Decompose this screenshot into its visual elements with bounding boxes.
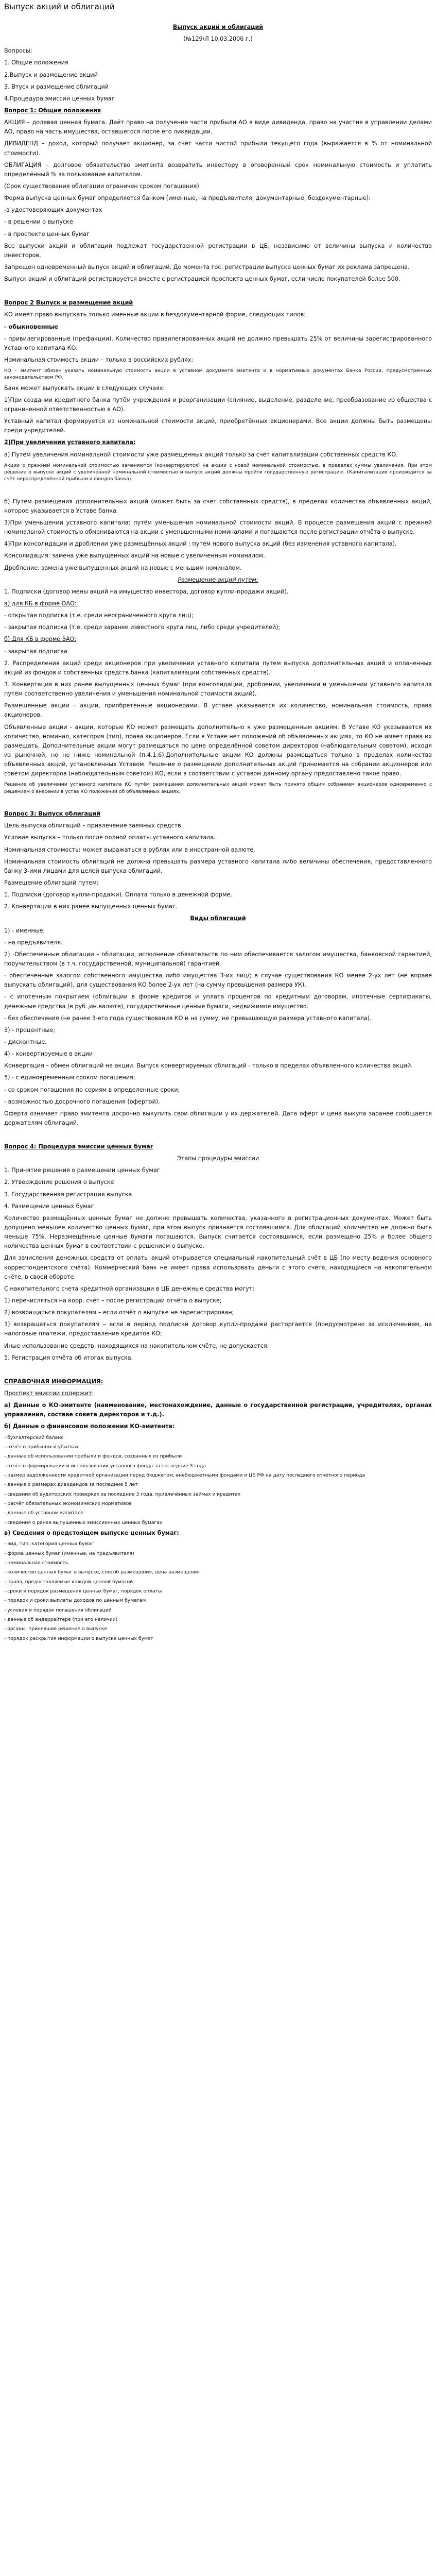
paragraph: - на предъявителя. — [4, 939, 63, 946]
paragraph: - количество ценных бумаг в выпуске, способ размещения, цена размещения — [4, 1569, 200, 1575]
paragraph: - с ипотечным покрытием (облигации в форме кредитов и уплата процентов по кредитным договорам, ипотечные сертификаты, денежные средства (в руб.,ин.валюте), государственные ценные бумаги, недвижимое имущество. — [4, 993, 432, 1010]
question-item: 1. Общие положения — [4, 59, 68, 66]
paragraph: 1) перечисляться на корр. счёт – после регистрации отчёта о выпуске; — [4, 1297, 222, 1304]
paragraph: - отчёт о прибылях и убытках — [4, 1444, 79, 1450]
paragraph: Конвертация – обмен облигаций на акции. Выпуск конвертируемых облигаций - только в пределах объявленного количества акций. — [4, 1062, 413, 1070]
paragraph: - обеспеченные залогом собственного имущества либо имущества 3-их лиц/; в случае существования КО менее 2-ух лет (не вправе выпускать облигаций), для существования КО более 2-ух лет (на сумму превышения размера УК). — [4, 972, 432, 989]
document-meta: (№129\Л 10.03.2006 г.) — [183, 36, 253, 43]
paragraph: - данные об использовании прибыли и фондов, созданных из прибыли — [4, 1453, 182, 1460]
paragraph: Проспект эмиссии содержит: — [4, 1390, 94, 1397]
paragraph: - данные об андеррайтере (при его наличии) — [4, 1616, 118, 1622]
spacer — [4, 485, 432, 495]
questions-label: Вопросы: — [4, 47, 32, 55]
paragraph: 3)При уменьшении уставного капитала: путём уменьшения номинальной стоимости акций. В процессе размещения акций с прежней номинальной стоимостью обмениваются на акции с уменьшенными номиналами и погашаются после регистрации отчёта о выпуске. — [4, 519, 432, 536]
spacer — [4, 286, 432, 296]
paragraph: 5. Регистрация отчёта об итогах выпуска. — [4, 1354, 133, 1361]
paragraph: 1. Принятие решения о размещении ценных бумаг — [4, 1167, 160, 1174]
paragraph: 1)При создании кредитного банка путём учреждения и реорганизации (слияние, выделение, разделение, преобразование из общества с ограниченной ответственностью в АО). — [4, 396, 432, 413]
paragraph: Уставный капитал формируется из номинальной стоимости акций, приобретённых акционерами. Все акции должны быть размещены среди учредителей. — [4, 418, 432, 434]
spacer — [4, 1365, 432, 1375]
paragraph: - порядок и сроки выплаты доходов по ценным бумагам — [4, 1598, 146, 1604]
paragraph: Иные использование средств, находящихся на накопительном счёте, не допускается. — [4, 1342, 269, 1349]
paragraph: 3) - процентные; — [4, 1026, 56, 1033]
paragraph: Запрещен одновременный выпуск акций и облигаций. До момента гос. регистрации выпуска ценных бумаг их реклама запрещена. — [4, 263, 410, 270]
paragraph: Акции с прежней номинальной стоимостью заменяются (конвертируются) на акции с новой номинальной стоимостью, в пределах суммы увеличения. При этом решение о выпуске акций с увеличенной номинальной стоимостью и выпуск акций должны пройти государственную регистрацию. (Капитализация производится за счёт нераспределённой прибыли и фондов банка). — [4, 462, 432, 482]
paragraph: Условие выпуска – только после полной оплаты уставного капитала. — [4, 834, 216, 841]
paragraph: - размер задолженности кредитной организации перед бюджетом, внебюджетными фондами и ЦБ РФ на дату последнего отчётного периода — [4, 1472, 365, 1478]
paragraph: СПРАВОЧНАЯ ИНФОРМАЦИЯ: — [4, 1378, 103, 1385]
paragraph: 1. Подписки (договор мены акций на имущество инвестора, договор купли-продажи акций). — [4, 588, 289, 595]
paragraph: (Срок существования облигации ограничен сроком погашения) — [4, 182, 199, 190]
paragraph: - в проспекте ценных бумаг — [4, 230, 90, 238]
paragraph: - закрытая подписка — [4, 648, 67, 655]
paragraph: - порядок раскрытия информации о выпуске ценных бумаг — [4, 1635, 153, 1641]
paragraph: - номинальная стоимость — [4, 1560, 68, 1566]
paragraph: - права, предоставляемые каждой ценной бумагой — [4, 1579, 133, 1585]
paragraph: -в удостоверяющих документах — [4, 207, 102, 214]
paragraph: 2. Распределения акций среди акционеров при увеличении уставного капитала путем выпуска дополнительных акций и оплаченных акций из фондов и собственных средств банка (капитализации собственных средств). — [4, 659, 432, 676]
paragraph: 2. Утверждение решения о выпуске — [4, 1179, 114, 1186]
paragraph: - без обеспечения (не ранее 3-его года существования КО и на сумму, не превышающую размера уставного капитала). — [4, 1014, 372, 1022]
paragraph: 3) возвращаться покупателям – если в период подписки договор купли-продажи расторгается (предусмотрено за исключением, на налоговые платежи, предоставление кредитов КО; — [4, 1321, 432, 1337]
paragraph: Количество размещённых ценных бумаг не должно превышать количества, указанного в регистрационных документах. Может быть допущено меньшее количество ценных бумаг, при этом выпуск признается состоявшимся. Для облигаций количество не должно быть меньше 75%. Неразмещённые ценные бумаги погашаются. Выпуск считается состоявшимся, если размещено 25% и более общего количества ценных бумаг в соответствии с решением о выпуске. — [4, 1214, 432, 1250]
paragraph: - данные о размерах дивидендов за последние 5 лет — [4, 1482, 138, 1488]
paragraph: Форма выпуска ценных бумаг определяется банком (именные, на предъявителя, документарные, бездокументарные): — [4, 195, 371, 202]
paragraph: - со сроком погашения по сериям в определенные сроки; — [4, 1086, 180, 1093]
paragraph: Дробление: замена уже выпущенных акций на новые с меньшим номиналом. — [4, 564, 242, 571]
paragraph: Цель выпуска облигаций – привлечение заемных средств. — [4, 822, 183, 829]
paragraph: Выпуск акций и облигаций регистрируется вместе с регистрацией проспекта ценных бумаг, если число покупателей более 500. — [4, 276, 400, 283]
paragraph: Вопрос 1: Общие положения — [4, 107, 101, 114]
paragraph: а) для КБ в форме ОАО: — [4, 600, 77, 607]
paragraph: Номинальная стоимость облигаций не должна превышать размера уставного капитала либо величины обеспечения, предоставленного банку 3-ими лицами для целей выпуска облигаций. — [4, 858, 432, 874]
paragraph: Вопрос 2 Выпуск и размещение акций — [4, 299, 133, 307]
paragraph: ОБЛИГАЦИЯ – долговое обязательство эмитента возвратить инвестору в оговоренный срок номинальную стоимость и уплатить определённый % за пользование капиталом. — [4, 161, 432, 178]
paragraph: - отчёт о формировании и использовании уставного фонда за последние 3 года — [4, 1463, 206, 1469]
paragraph: 1. Подписки (договор купли-продажи). Оплата только в денежной форме. — [4, 891, 232, 899]
spacer — [4, 1130, 432, 1140]
paragraph: - закрытая подписка (т.е. среди заранее известного круга лиц, либо среди учредителей); — [4, 624, 281, 631]
question-item: 3. Втуск и размещение облигаций — [4, 83, 109, 90]
paragraph: 2) возвращаться покупателям – если отчёт о выпуске не зарегистрирован; — [4, 1309, 234, 1316]
paragraph: в) Сведения о предстоящем выпуске ценных бумаг: — [4, 1530, 179, 1537]
paragraph: б) Данные о финансовом положении КО-эмитента: — [4, 1423, 175, 1430]
page-title: Выпуск акций и облигаций — [4, 2, 115, 11]
paragraph: Решение об увеличении уставного капитала КО путём размещения дополнительных акций может быть принято общим собранием акционеров одновременно с решением о внесении в устав КО положений об объявленных акциях. — [4, 782, 432, 794]
paragraph: - бухгалтерский баланс — [4, 1434, 64, 1440]
paragraph: 2. Конвертации в них ранее выпущенных ценных бумаг. — [4, 903, 178, 910]
paragraph: 3. Государственная регистрация выпуска — [4, 1191, 132, 1198]
document-heading: Выпуск акций и облигаций — [172, 24, 264, 30]
paragraph: 4)При консолидации и дроблении уже размещённых акций : путём нового выпуска акций (без изменения уставного капитала). — [4, 540, 397, 548]
paragraph: 1) - именные; — [4, 927, 45, 934]
paragraph: - в решении о выпуске — [4, 218, 73, 226]
document-content — [4, 106, 432, 1642]
paragraph: 4) - конвертируемые в акции — [4, 1050, 93, 1058]
paragraph: Размещение акций путем: — [178, 576, 258, 583]
paragraph: - вид, тип, категория ценных бумаг — [4, 1541, 94, 1547]
paragraph: - органы, принявшие решение о выпуске — [4, 1626, 107, 1632]
paragraph: Этапы процедуры эмиссии — [177, 1155, 259, 1162]
paragraph: Размещенные акции - акции, приобретённые акционерами. В уставе указывается их количество, номинальная стоимость, права акционеров. — [4, 702, 432, 719]
paragraph: ДИВИДЕНД – доход, который получает акционер, за счёт части чистой прибыли текущего года (выражается в % от номинальной стоимости). — [4, 140, 432, 157]
paragraph: - дисконтные. — [4, 1038, 47, 1045]
spacer — [4, 798, 432, 807]
paragraph: Консолидация: замена уже выпущенных акций на новые с увеличенным номиналом. — [4, 552, 265, 560]
paragraph: Вопрос 4: Процедура эмиссии ценных бумаг — [4, 1143, 153, 1150]
paragraph: 2)При увеличении уставного капитала: — [4, 439, 136, 446]
paragraph: КО – эмитент обязан указать номинальную стоимость акции в уставном документе эмитента и в нормативных документах Банка России, предусмотренных законодательством РФ. — [4, 368, 432, 381]
paragraph: Для зачисления денежных средств от оплаты акций открывается специальный накопительный счёт в ЦБ (по месту ведения основного корреспондентского счёта). Коммерческий банк не имеет права использовать деньги с этого счёта, находящиеся на накопительном счёте, в своей обороте. — [4, 1255, 432, 1280]
paragraph: Банк может выпускать акции в следующих случаях: — [4, 384, 165, 392]
paragraph: Виды облигаций — [190, 915, 246, 922]
question-item: 4.Процедура эмиссии ценных бумаг — [4, 95, 115, 102]
paragraph: - открытая подписка (т.е. среди неограниченного круга лиц); — [4, 612, 194, 619]
paragraph: б) Путём размещения дополнительных акций (может быть за счёт собственных средств), в пределах количества объявленных акций, которое указывается в Уставе банка. — [4, 498, 432, 514]
paragraph: - условия и порядок погашения облигаций — [4, 1607, 112, 1613]
paragraph: Объявленные акции - акции, которые КО может размещать дополнительно к уже размещенным акциям. В Уставе КО указывается их количество, номинал, категория (тип), права акционеров. Если в Уставе нет положений об объявленных акциях, то КО не имеет права их размещать. Дополнительные акции могут размещаться по цене определённой советом директоров (наблюдательным советом), исходя из рыночной, но не ниже номинальной (п.4.1.6).Дополнительные акции КО должны размещаться только в пределах количества объявленных акций, установленных Уставом. Решение о размещении дополнительных акций принимается на собрании акционеров или советом директоров (наблюдательным советом) КО, если в соответствии с уставом данному органу предоставлено такое право. — [4, 723, 432, 777]
paragraph: - сроки и порядок размещения ценных бумаг, порядок оплаты — [4, 1588, 162, 1594]
paragraph: АКЦИЯ – долевая ценная бумага. Даёт право на получение части прибыли АО в виде дивиденда, право на участие в управлении делами АО, право на часть имущества, оставшегося после его ликвидации. — [4, 119, 432, 135]
paragraph: Оферта означает право эмитента досрочно выкупить свои облигации у их держателей. Дата оферт и цена выкупа заранее сообщается держателям облигаций. — [4, 1110, 432, 1126]
document-body — [4, 23, 432, 1645]
paragraph: Вопрос 3: Выпуск облигаций — [4, 810, 100, 818]
paragraph: 2) -Обеспеченные облигации – облигации, исполнение обязательств по ним обеспечивается залогом имущества, банковской гарантией, поручительством (в т.ч. государственной, муниципальной) гарантией. — [4, 951, 432, 967]
paragraph: - обыкновенные — [4, 323, 58, 330]
paragraph: КО имеет право выпускать только именные акции в бездокументарной форме, следующих типов: — [4, 311, 306, 318]
paragraph: - расчёт обязательных экономических нормативов — [4, 1500, 132, 1506]
paragraph: Размещение облигаций путем: — [4, 879, 99, 886]
paragraph: - сведения об аудиторских проверках за последние 3 года, привлечённых займах и кредитах — [4, 1491, 241, 1497]
paragraph: - данные об уставном капитале — [4, 1510, 84, 1516]
paragraph: - форма ценных бумаг (именные, на предъявителя) — [4, 1550, 134, 1556]
paragraph: б) Для КБ в форме ЗАО: — [4, 636, 77, 643]
paragraph: С накопительного счета кредитной организации в ЦБ денежные средства могут: — [4, 1285, 255, 1292]
question-item: 2.Выпуск и размещение акций — [4, 71, 98, 78]
paragraph: - возможностью досрочного погашения (офертой). — [4, 1098, 160, 1105]
paragraph: Все выпуски акций и облигаций подлежат государственной регистрации в ЦБ, независимо от величины выпуска и количества инвесторов. — [4, 242, 432, 259]
paragraph: 3. Конвертация в них ранее выпущенных ценных бумаг (при консолидации, дроблении, увеличении и уменьшении уставного капитала путём соответственно увеличения и уменьшения номинальной стоимости акций). — [4, 681, 432, 698]
paragraph: а) Данные о КО-эмитенте (наименование, местонахождение, данные о государственной регистрации, учредителях, органах управления, составе совета директоров и т.д.). — [4, 1402, 432, 1418]
paragraph: 4. Размещение ценных бумаг — [4, 1202, 94, 1210]
paragraph: Номинальная стоимость акции – только в российских рублях: — [4, 356, 194, 363]
paragraph: Номинальная стоимость: может выражаться в рублях или в иностранной валюте. — [4, 846, 255, 853]
paragraph: 5) - с единовременным сроком погашения; — [4, 1074, 135, 1081]
paragraph: - сведения о ранее выпущенных эмиссионных ценных бумагах — [4, 1519, 163, 1526]
paragraph: а) Путём увеличения номинальной стоимости уже размещенных акций только за счёт капитализации собственных средств КО. — [4, 451, 398, 458]
paragraph: - привилегированные (префакции). Количество привилегированных акций не должно превышать 25% от величины зарегистрированного Уставного капитала КО. — [4, 335, 432, 351]
